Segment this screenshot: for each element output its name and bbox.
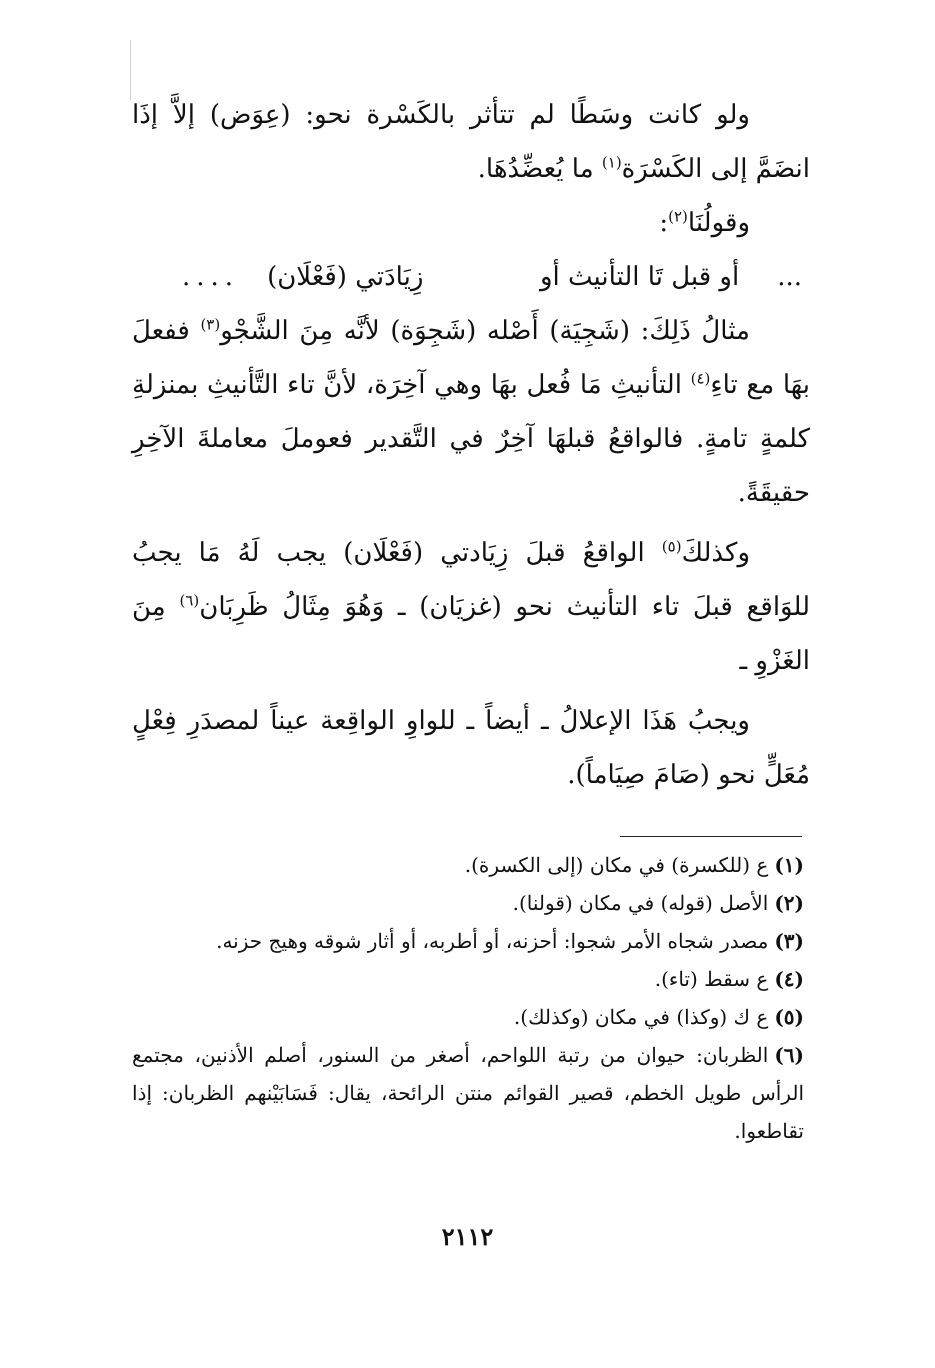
- footnote-text: ع ك (وكذا) في مكان (وكذلك).: [513, 1005, 769, 1029]
- p1-line1: ولو كانت وسَطًا لم تتأثر بالكَسْرة نحو: (عِوَض) إلاَّ إذَا: [132, 100, 750, 130]
- footnote-number: (٤): [774, 967, 804, 991]
- footnote-4: [132, 960, 804, 998]
- footnote-ref-5: (٥): [661, 537, 682, 556]
- footnote-ref-6: (٦): [179, 591, 200, 610]
- footnote-number: (٥): [774, 1005, 804, 1029]
- paragraph-4: [132, 526, 810, 688]
- verse-dots-trail: ....: [182, 262, 240, 292]
- page-number: ٢١١٢: [441, 1222, 494, 1251]
- footnote-ref-2: (٢): [668, 207, 688, 226]
- footnote-text: ع سقط (تاء).: [654, 967, 769, 991]
- p2-a: وقولُنَا: [687, 208, 750, 238]
- footnote-number: (٣): [774, 929, 804, 953]
- p3-c: التأنيثِ مَا فُعل بهَا وهي آخِرَة، لأنَّ تاء التَّأنيثِ بمنزلةِ كلمةٍ تامةٍ. فالواقعُ قبلهَا آخِرٌ في التَّقدير فعوملَ معاملةَ الآخِرِ حقيقَةً.: [132, 370, 810, 508]
- p1-line2-b: ما يُعضِّدُهَا.: [477, 154, 602, 184]
- footnotes: [132, 846, 804, 1150]
- paragraph-1: [132, 88, 810, 196]
- footnote-number: (١): [774, 853, 804, 877]
- footnote-text: الظربان: حيوان من رتبة اللواحم، أصغر من السنور، أصلم الأذنين، مجتمع الرأس طويل الخطم، قصير القوائم منتن الرائحة، يقال: فَسَابَيْنهم الظربان: إذا تقاطعوا.: [132, 1043, 804, 1143]
- p2-b: :: [659, 208, 669, 238]
- footnote-ref-1: (١): [601, 153, 622, 172]
- p3-b: ففعلَ بهَا مع تاءِ: [132, 316, 810, 400]
- paragraph-3: [132, 304, 810, 520]
- p1-line2-a: انضَمَّ إلى الكَسْرَة: [621, 154, 810, 184]
- verse-line: [132, 250, 810, 304]
- paragraph-2: [132, 196, 810, 250]
- paragraph-5: ويجبُ هَذَا الإعلالُ ـ أيضاً ـ للواوِ الواقِعة عيناً لمصدَرِ فِعْلٍ مُعَلٍّ نحو (صَامَ صِيَاماً).: [132, 706, 810, 790]
- footnote-ref-4: (٤): [690, 369, 711, 388]
- footnote-5: [132, 998, 804, 1036]
- footnote-1: [132, 846, 804, 884]
- footnote-text: مصدر شجاه الأمر شجوا: أحزنه، أو أطربه، أو أثار شوقه وهيج حزنه.: [216, 929, 769, 953]
- footnote-ref-3: (٣): [200, 315, 221, 334]
- margin-mark: [130, 40, 131, 100]
- p4-c: مِنَ الغَزْوِ ـ: [132, 592, 810, 676]
- footnote-number: (٦): [774, 1043, 804, 1067]
- p3-a: مثالُ ذَلِكَ: (شَجِيَة) أَصْله (شَجِوَة) لأنَّه مِنَ الشَّجْو: [220, 316, 750, 346]
- p4-a: وكذلكَ: [681, 538, 750, 568]
- footnote-text: ع (للكسرة) في مكان (إلى الكسرة).: [464, 853, 769, 877]
- verse-dots-lead: ...: [777, 262, 802, 292]
- footnote-text: الأصل (قوله) في مكان (قولنا).: [512, 891, 769, 915]
- verse-hemistich-2: زِيَادَتي (فَعْلَان): [267, 262, 424, 292]
- footnote-3: [132, 922, 804, 960]
- footnote-separator: [620, 836, 802, 837]
- verse-hemistich-1: أو قبل تَا التأنيث أو: [539, 262, 740, 292]
- p4-b: الواقعُ قبلَ زِيَادتي (فَعْلَان) يجب لَهُ مَا يجبُ للوَاقع قبلَ تاء التأنيث نحو (غزيَان) ـ وَهُوَ مِثَالُ ظَرِبَان: [132, 538, 811, 622]
- footnote-number: (٢): [774, 891, 804, 915]
- footnote-6: [132, 1036, 804, 1150]
- footnote-2: [132, 884, 804, 922]
- main-text: [132, 88, 810, 802]
